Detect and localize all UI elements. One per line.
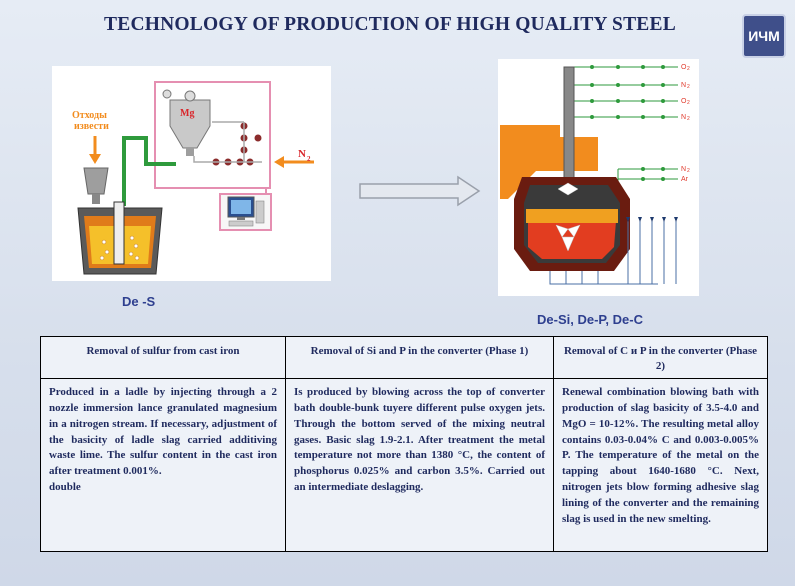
n2-label: N xyxy=(298,148,306,160)
header-phase-2: Removal of C и P in the converter (Phase 2) xyxy=(554,337,768,379)
header-desulfurization: Removal of sulfur from cast iron xyxy=(41,337,286,379)
converter-diagram xyxy=(498,59,699,296)
lime-waste-label: Отходы xyxy=(72,110,107,121)
cell-desulfurization xyxy=(41,378,286,551)
svg-text:2: 2 xyxy=(687,100,690,106)
gas-label-ar: Ar xyxy=(681,176,688,183)
svg-text:2: 2 xyxy=(687,66,690,72)
cell-phase-1: Is produced by blowing across the top of converter bath double-bunk tuyere different pulse oxygen jets. Through the bottom served of the mixing neutral gases. Basic slag 1.9-2.1. After treatment the metal temperature not more than 1380 °C, the content of phosphorus 0.025% and carbon 3.5%. Carried out an intermediate deslagging. xyxy=(286,378,554,551)
control-frame xyxy=(155,82,270,188)
svg-text:2: 2 xyxy=(687,116,690,122)
process-table xyxy=(40,336,768,552)
process-arrow xyxy=(358,175,482,207)
right-caption: De-Si, De-P, De-C xyxy=(537,312,643,327)
left-caption: De -S xyxy=(122,294,156,309)
svg-text:извести: извести xyxy=(74,121,109,132)
cell-desulfurization-extra: double xyxy=(49,481,81,494)
svg-text:2: 2 xyxy=(307,155,311,163)
cell-phase-2: Renewal combination blowing bath with production of slag basicity of 3.5-4.0 and MgO = 10-12%. The resulting metal alloy contains 0.03-0.04% C and 0.003-0.005% P. The temperature of the metal on the tapping about 1640-1680 °C. Next, nitrogen jets blow forming adhesive slag lining of the converter and the remaining slag is used in the new smelting. xyxy=(554,378,768,551)
cell-desulfurization-text: Produced in a ladle by injecting through a 2 nozzle immersion lance granulated magnesium in a nitrogen stream. If necessary, adjustment of the basicity of ladle slag carried additiving waste lime. The sulfur content in the cast iron after treatment 0.001%. xyxy=(49,385,277,478)
institute-logo: ИЧМ xyxy=(742,14,786,58)
desulfurization-diagram xyxy=(52,66,331,281)
gas-label-n2-1: N xyxy=(681,82,687,89)
gas-label-n2-3: N xyxy=(681,166,687,173)
mg-hopper xyxy=(163,90,210,156)
svg-text:2: 2 xyxy=(687,84,690,90)
svg-text:2: 2 xyxy=(687,168,690,174)
ladle xyxy=(78,202,162,274)
gas-label-o2-1: O xyxy=(681,64,687,71)
mg-feed-pipe xyxy=(124,138,176,206)
gas-label-n2-2: N xyxy=(681,114,687,121)
gas-label-o2-2: O xyxy=(681,98,687,105)
page-title: TECHNOLOGY OF PRODUCTION OF HIGH QUALITY STEEL xyxy=(104,14,676,35)
mg-label: Mg xyxy=(180,108,195,119)
header-phase-1: Removal of Si and P in the converter (Phase 1) xyxy=(286,337,554,379)
computer-icon xyxy=(228,197,264,226)
